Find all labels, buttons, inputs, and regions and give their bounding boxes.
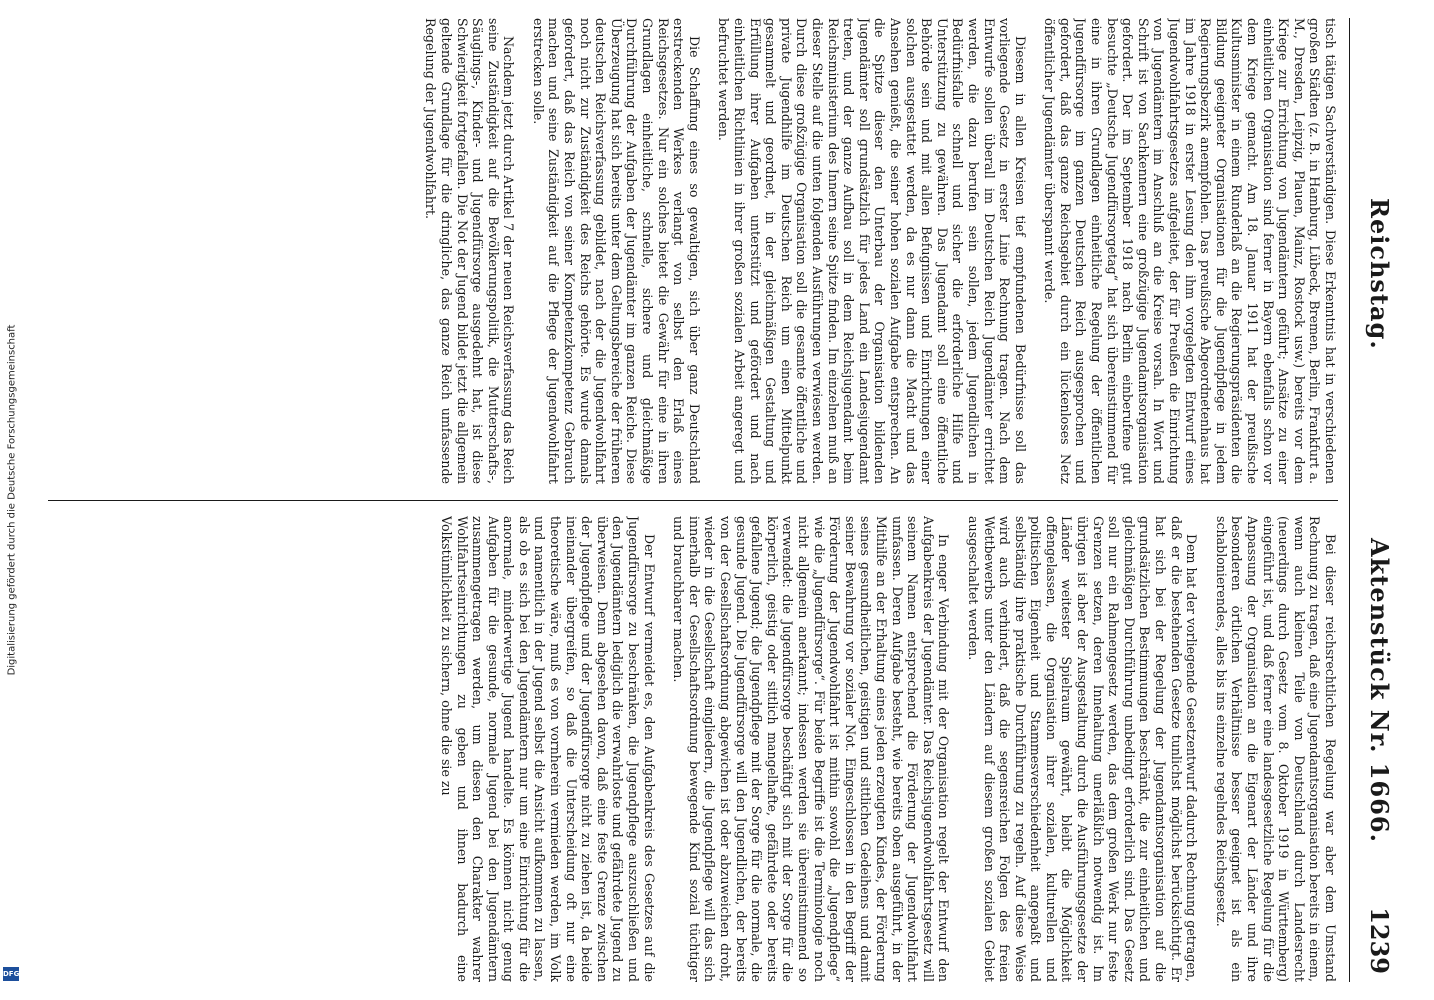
paragraph: Bei dieser reichsrechtlichen Regelung war aber dem Umstand Rechnung zu tragen, daß eine Jugendamtsorganisation bereits in einem, wenn auch kleinen Teile von Deutschland durch Landesrecht (neuerdings durch Gesetz vom 8. Oktober 1919 in Württemberg) eingeführt ist, und daß ferner eine landesgesetzliche Regelung für die Anpassung der Organisation an die Eigenart der Länder und ihre besonderen örtlichen Verhältnisse besser geeignet ist als ein schablonierendes, alles bis ins einzelne regelndes Reichsgesetz. <box>1213 516 1338 982</box>
paragraph: Die Schaffung eines so gewaltigen, sich über ganz Deutschland erstreckenden Werkes verlangt von selbst den Erlaß eines Reichsgesetzes. Nur ein solches bietet die Gewähr für eine in ihren Grundlagen einheitliche, schnelle, sichere und gleichmäßige Durchführung der Aufgaben der Jugendämter im ganzen Reiche. Diese Überzeugung hat sich bereits unter dem Geltungsbereiche der früheren deutschen Reichsverfassung gebildet, nach der die Jugendwohlfahrt noch nicht zur Zuständigkeit des Reichs gehörte. Es wurde damals gefordert, daß das Reich von seiner Kompetenzkompetenz Gebrauch machen und seine Zuständigkeit auf die Pflege der Jugendwohlfahrt erstrecken solle. <box>530 18 702 484</box>
paragraph: Der Entwurf vermeidet es, den Aufgabenkreis des Gesetzes auf die Jugendfürsorge zu beschränken, die Jugendpflege auszuschließen und den Jugendämtern lediglich die verwahrloste und gefährdete Jugend zu überweisen. Denn abgesehen davon, daß eine feste Grenze zwischen der Jugendpflege und der Jugendfürsorge nicht zu ziehen ist, da beide ineinander übergreifen, so daß die Unterscheidung oft nur eine theoretische wäre, muß es von vornherein vermieden werden, im Volk und namentlich in der Jugend selbst die Ansicht aufkommen zu lassen, als ob es sich bei den Jugendämtern nur um eine Einrichtung für die anormale, minderwertige Jugend handelte. Es können nicht genug Aufgaben für die gesunde, normale Jugend bei den Jugendämtern zusammengetragen werden, um diesen den Charakter wahrer Wohlfahrtseinrichtungen zu geben und ihnen badurch eine Volkstümlichkeit zu sichern, ohne die sie zu <box>438 516 657 982</box>
paragraph: tisch tätigen Sachverständigen. Diese Erkenntnis hat in verschiedenen großen Städten (z. B. in Hamburg, Lübeck, Bremen, Berlin, Frankfurt a. M., Dresden, Leipzig, Plauen, Mainz, Rostock usw.) bereits vor dem Kriege zur Errichtung von Jugendämtern geführt; Ansätze zu einer einheitlichen Organisation sind ferner in Bayern ebenfalls schon vor dem Kriege gemacht. Am 18. Januar 1911 hat der preußische Kultusminister in einem Runderlaß an die Regierungspräsidenten die Bildung geeigneter Organisationen für die Jugendpflege in jedem Regierungsbezirk anempfohlen. Das preußische Abgeordnetenhaus hat im Jahre 1918 in erster Lesung den ihm vorgelegten Entwurf eines Jugendwohlfahrtsgesetzes aufgeleitet, der für Preußen die Einrichtung von Jugendämtern im Anschluß an die Kreise vorsah. In Wort und Schrift ist von Sachkennern eine großzügige Jugendamtsorganisation gefordert. Der im September 1918 nach Berlin einberufene gut besuchte „Deutsche Jugendfürsorgetag“ hat sich übereinstimmend für eine in ihren Grundlagen einheitliche Regelung der öffentlichen Jugendfürsorge im ganzen Deutschen Reich ausgesprochen und gefordert, daß das ganze Reichsgebiet durch ein lückenloses Netz öffentlicher Jugendämter überspannt werde. <box>1042 18 1338 484</box>
paragraph: Diesem in allen Kreisen tief empfundenen Bedürfnisse soll das vorliegende Gesetz in erster Linie Rechnung tragen. Nach dem Entwurfe sollen überall im Deutschen Reich Jugendämter errichtet werden, die dazu berufen sein sollen, jedem Jugendlichen in Bedürfnisfalle schnell und sicher die erforderliche Hilfe und Unterstützung zu gewähren. Das Jugendamt soll eine öffentliche Behörde sein und mit allen Befugnissen und Einrichtungen einer solchen ausgestattet werden, da es nur dann die Macht und das Ansehen genießt, die seiner hohen sozialen Aufgabe entsprechen. An die Spitze dieser den Unterbau der Organisation bildenden Jugendämter soll grundsätzlich für jedes Land ein Landesjugendamt treten, und der ganze Aufbau soll in dem Reichsjugendamt beim Reichsministerium des Innern seine Spitze finden. Im einzelnen muß an dieser Stelle auf die unten folgenden Ausführungen verwiesen werden. Durch diese großzügige Organisation soll die gesamte öffentliche und private Jugendhilfe im Deutschen Reich um einen Mittelpunkt gesammelt und geordnet, in der gleichmäßigen Gestaltung und Erfüllung ihrer Aufgaben unterstützt und gefördert und nach einheitlichen Richtlinien in ihrer großen sozialen Arbeit angeregt und befruchtet werden. <box>716 18 1028 484</box>
paragraph: Dem hat der vorliegende Gesetzentwurf dadurch Rechnung getragen, daß er die bestehenden Gesetze tunlichst möglichst berücksichtigt. Er hat sich bei der Regelung der Jugendamtsorganisation auf die grundsätzlichen Bestimmungen beschränkt, die zur einheitlichen und gleichmäßigen Durchführung unbedingt erforderlich sind. Das Gesetz soll nur ein Rahmengesetz werden, das dem großen Werk nur feste Grenzen setzen, deren Innehaltung unerläßlich notwendig ist. Im übrigen ist aber der Ausgestaltung durch die Ausführungsgesetze der Länder weitester Spielraum gewährt, bleibt die Möglichkeit offengelassen, die Organisation ihrer sozialen, kulturellen und politischen Eigenheit und Stammesverschiedenheit angepaßt und selbständig ihre praktische Durchführung zu regeln. Auf diese Weise wird auch verhindert, daß die segensreichen Folgen des freien Wettbewerbs unter den Ländern auf diesem großen sozialen Gebiet ausgeschaltet werden. <box>965 516 1200 982</box>
right-column <box>48 516 1338 982</box>
dfg-logo: DFG <box>3 967 19 981</box>
left-column <box>48 18 1338 484</box>
paragraph: Nachdem jetzt durch Artikel 7 der neuen Reichsverfassung das Reich seine Zuständigkeit auf die Bevölkerungspolitik, die Mutterschafts-, Säuglings-, Kinder- und Jugendfürsorge ausgedehnt hat, ist diese Schwierigkeit fortgefallen. Die Not der Jugend bildet jetzt die allgemein geltende Grundlage für die dringliche, das ganze Reich umfassende Regelung der Jugendwohlfahrt. <box>423 18 517 484</box>
page-header <box>1349 18 1400 982</box>
paragraph: In enger Verbindung mit der Organisation regelt der Entwurf den Aufgabenkreis der Jugendämter. Das Reichsjugendwohlfahrtsgesetz will seinem Namen entsprechend die Förderung der Jugendwohlfahrt umfassen. Deren Aufgabe besteht, wie bereits oben ausgeführt, in der Mithilfe an der Erhaltung eines jeden erzeugten Kindes, der Förderung seines gesundheitlichen, geistigen und sittlichen Gedeihens und damit seiner Bewahrung vor sozialer Not. Eingeschlossen in den Begriff der Förderung der Jugendwohlfahrt ist mithin sowohl die „Jugendpflege“ wie die „Jugendfürsorge“. Für beide Begriffe ist die Terminologie noch nicht allgemein anerkannt; indessen werden sie übereinstimmend so verwendet: die Jugendfürsorge beschäftigt sich mit der Sorge für die körperlich, geistig oder sittlich mangelhafte, gefährdete oder bereits gefallene Jugend; die Jugendpflege mit der Sorge für die normale, die gesunde Jugend. Die Jugendfürsorge will den Jugendlichen, der bereits von der Gesellschaftsordnung abgewichen ist oder abzuweichen droht, wieder in die Gesellschaft eingliedern, die Jugendpflege will das sich innerhalb der Gesellschaftsordnung bewegende Kind sozial tüchtiger und brauchbarer machen. <box>671 516 952 982</box>
page-number: 1239 <box>1365 907 1394 974</box>
digitization-margin <box>0 0 24 1000</box>
header-title-reichstag: Reichstag. <box>1365 198 1394 350</box>
column-divider <box>48 500 1338 501</box>
scanned-page-frame <box>40 18 1400 982</box>
header-title-aktenstueck: Aktenstück Nr. 1666. <box>1365 538 1394 843</box>
text-columns <box>48 18 1338 982</box>
scanned-page <box>40 18 1400 982</box>
digitization-notice: Digitalisierung gefördert durch die Deutsche Forschungsgemeinschaft <box>6 324 18 676</box>
